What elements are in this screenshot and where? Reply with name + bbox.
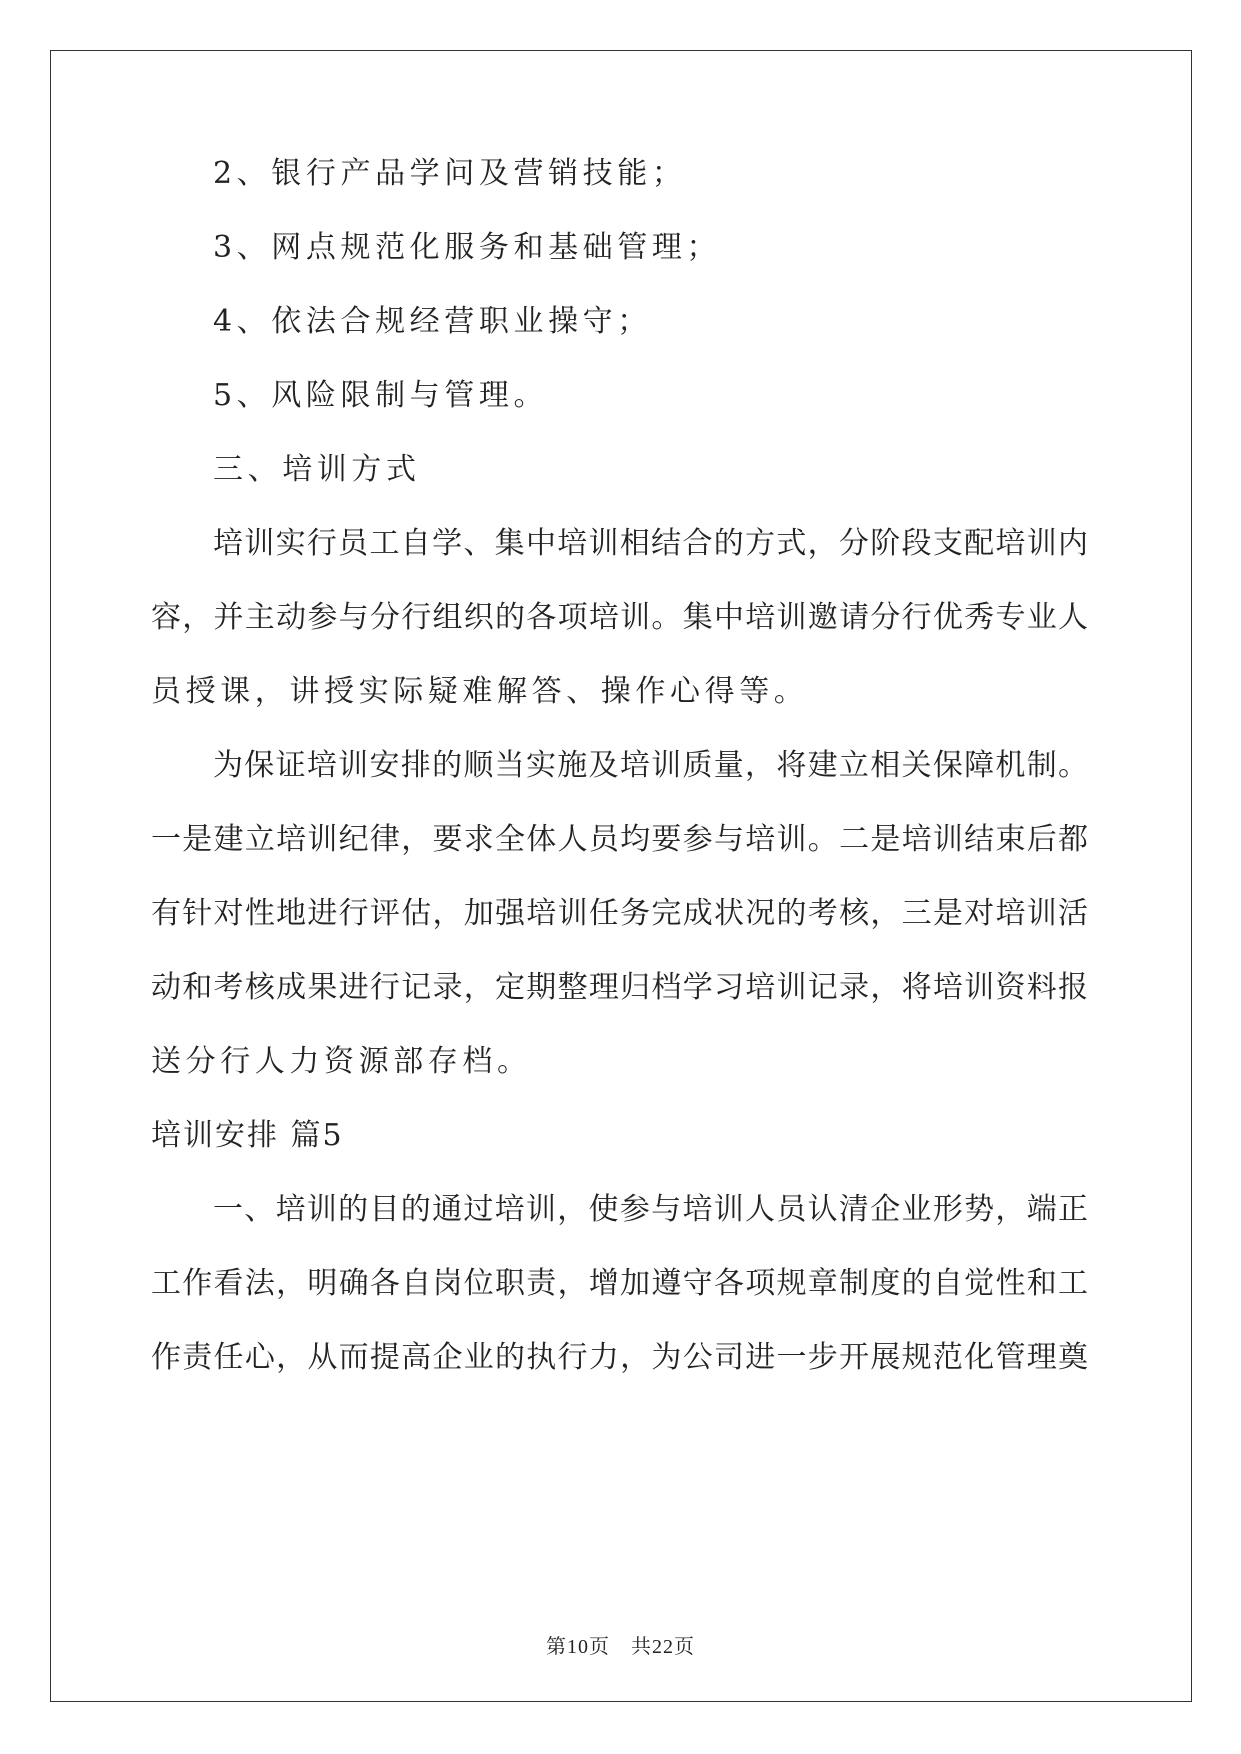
paragraph-line: 作责任心，从而提高企业的执行力，为公司进一步开展规范化管理奠	[151, 1340, 1088, 1375]
paragraph-line: 送分行人力资源部存档。	[151, 1044, 532, 1079]
list-item: 4、依法合规经营职业操守；	[213, 304, 652, 339]
article-title: 培训安排 篇5	[151, 1118, 344, 1153]
paragraph-line: 容，并主动参与分行组织的各项培训。集中培训邀请分行优秀专业人	[151, 600, 1088, 635]
paragraph-line: 为保证培训安排的顺当实施及培训质量，将建立相关保障机制。	[213, 748, 1088, 783]
paragraph-line: 一、培训的目的通过培训，使参与培训人员认清企业形势，端正	[213, 1192, 1088, 1227]
paragraph-line: 工作看法，明确各自岗位职责，增加遵守各项规章制度的自觉性和工	[151, 1266, 1088, 1301]
page-border	[50, 50, 1192, 1702]
list-item: 5、风险限制与管理。	[213, 378, 549, 413]
paragraph-line: 一是建立培训纪律，要求全体人员均要参与培训。二是培训结束后都	[151, 822, 1088, 857]
paragraph-line: 员授课，讲授实际疑难解答、操作心得等。	[151, 674, 809, 709]
page-footer: 第10页 共22页	[546, 1636, 695, 1658]
list-item: 3、网点规范化服务和基础管理；	[213, 230, 722, 265]
paragraph-line: 有针对性地进行评估，加强培训任务完成状况的考核，三是对培训活	[151, 896, 1088, 931]
list-item: 2、银行产品学问及营销技能；	[213, 156, 687, 191]
paragraph-line: 培训实行员工自学、集中培训相结合的方式，分阶段支配培训内	[213, 526, 1088, 561]
section-heading: 三、培训方式	[213, 452, 421, 487]
paragraph-line: 动和考核成果进行记录，定期整理归档学习培训记录，将培训资料报	[151, 970, 1088, 1005]
